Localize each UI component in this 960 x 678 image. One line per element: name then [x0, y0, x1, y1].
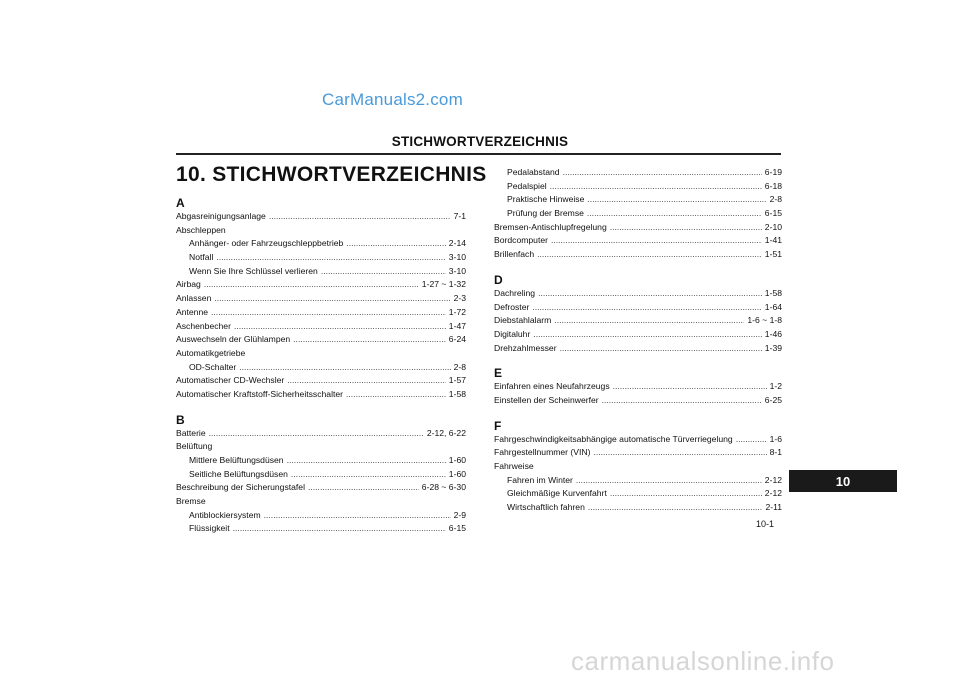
index-letter-heading: D — [494, 272, 503, 287]
index-entry-page: 6-19 — [764, 167, 782, 177]
chapter-tab[interactable]: 10 — [789, 470, 897, 492]
index-entry-term: Bremse — [176, 496, 206, 507]
leader-dots — [537, 248, 762, 262]
chapter-title: 10. STICHWORTVERZEICHNIS — [176, 163, 487, 186]
index-entry — [176, 306, 466, 320]
index-entry-page: 6-15 — [448, 523, 466, 534]
index-entry-term: Abgasreinigungsanlage — [176, 211, 266, 221]
index-entry-page: 6-18 — [764, 180, 782, 191]
index-entry — [494, 328, 782, 342]
leader-dots — [532, 301, 761, 315]
index-entry — [494, 394, 782, 408]
index-entry-page: 3-10 — [448, 252, 466, 263]
index-group-heading — [176, 347, 466, 361]
index-entry — [494, 287, 782, 301]
index-entry-term: Einstellen der Scheinwerfer — [494, 394, 599, 405]
leader-dots — [554, 314, 744, 328]
index-entry-page: 1-72 — [448, 306, 466, 317]
index-entry — [176, 292, 466, 306]
index-entry — [494, 248, 782, 262]
index-entry — [176, 251, 466, 265]
index-group-heading — [176, 495, 466, 509]
index-entry-term: Anhänger- oder Fahrzeugschleppbetrieb — [189, 238, 344, 249]
index-entry-page: 1-39 — [764, 342, 782, 353]
index-entry-page: 2-14 — [448, 238, 466, 249]
index-entry-page: 2-8 — [769, 194, 782, 205]
index-entry — [494, 221, 782, 235]
index-entry-term: OD-Schalter — [189, 361, 237, 372]
index-entry-page: 1-64 — [764, 301, 782, 312]
leader-dots — [533, 328, 761, 342]
leader-dots — [550, 180, 762, 194]
index-entry — [176, 333, 466, 347]
index-entry-page: 1-51 — [764, 249, 782, 260]
leader-dots — [551, 234, 762, 248]
index-entry — [176, 481, 466, 495]
leader-dots — [610, 487, 762, 501]
index-entry-page: 1-60 — [448, 455, 466, 465]
index-entry-term: Batterie — [176, 427, 206, 438]
index-entry — [176, 427, 466, 441]
index-entry-term: Abschleppen — [176, 224, 226, 235]
index-entry — [494, 301, 782, 315]
index-entry-page: 1-58 — [448, 388, 466, 399]
index-entry-term: Fahrgestellnummer (VIN) — [494, 447, 591, 458]
index-entry-term: Anlassen — [176, 293, 212, 304]
index-entry — [494, 501, 782, 515]
leader-dots — [287, 374, 446, 388]
index-entry-term: Digitaluhr — [494, 328, 531, 339]
index-entry — [494, 180, 782, 194]
leader-dots — [321, 265, 446, 279]
index-entry-page: 2-12, 6-22 — [426, 427, 466, 438]
leader-dots — [736, 433, 767, 447]
index-entry-page: 3-10 — [448, 265, 466, 276]
index-entry — [494, 234, 782, 248]
index-entry-term: Seitliche Belüftungsdüsen — [189, 468, 288, 479]
index-entry-term: Brillenfach — [494, 249, 535, 260]
index-entry-term: Antiblockiersystem — [189, 509, 261, 520]
index-entry-term: Flüssigkeit — [189, 523, 230, 534]
index-entry-term: Airbag — [176, 279, 201, 290]
index-entry-page: 2-9 — [453, 509, 466, 520]
index-entry-term: Antenne — [176, 306, 209, 317]
index-entry-term: Automatikgetriebe — [176, 347, 246, 358]
leader-dots — [538, 287, 762, 301]
leader-dots — [209, 427, 424, 441]
index-entry-term: Notfall — [189, 252, 214, 263]
index-entry — [494, 314, 782, 328]
watermark-top: CarManuals2.com — [322, 90, 463, 109]
index-entry-page: 2-3 — [453, 293, 466, 304]
index-group-heading — [176, 440, 466, 454]
index-entry — [176, 374, 466, 388]
index-entry — [176, 454, 466, 468]
leader-dots — [234, 320, 446, 334]
index-entry-page: 2-11 — [765, 502, 782, 513]
index-entry-term: Pedalabstand — [507, 167, 560, 177]
index-entry-term: Belüftung — [176, 441, 213, 452]
index-entry — [494, 487, 782, 501]
section-gap — [494, 355, 782, 366]
index-entry-term: Fahren im Winter — [507, 474, 573, 485]
index-entry-page: 2-12 — [764, 474, 782, 485]
index-column-left — [176, 196, 466, 536]
page-number: 10-1 — [756, 519, 775, 529]
leader-dots — [216, 251, 445, 265]
index-entry — [176, 237, 466, 251]
index-entry-term: Defroster — [494, 301, 530, 312]
index-entry-page: 1-2 — [769, 381, 782, 392]
index-entry-term: Bordcomputer — [494, 235, 548, 246]
index-group-heading — [176, 224, 466, 238]
index-entry-term: Bremsen-Antischlupfregelung — [494, 221, 607, 232]
leader-dots — [346, 388, 446, 402]
leader-dots — [610, 221, 762, 235]
leader-dots — [587, 207, 762, 221]
index-entry-term: Diebstahlalarm — [494, 315, 552, 326]
index-entry — [494, 433, 782, 447]
section-gap — [494, 262, 782, 273]
index-letter-heading: F — [494, 418, 502, 433]
index-entry-term: Aschenbecher — [176, 320, 231, 331]
index-entry-page: 2-12 — [764, 488, 782, 499]
leader-dots — [204, 278, 419, 292]
index-letter-heading: E — [494, 366, 503, 381]
header-rule — [176, 153, 781, 155]
index-entry — [176, 388, 466, 402]
index-entry — [176, 522, 466, 536]
leader-dots — [613, 380, 767, 394]
leader-dots — [563, 166, 762, 180]
leader-dots — [239, 361, 450, 375]
leader-dots — [593, 446, 766, 460]
index-entry — [494, 446, 782, 460]
index-entry-term: Automatischer Kraftstoff-Sicherheitsschalter — [176, 388, 344, 399]
index-entry-page: 1-6 ~ 1-8 — [747, 315, 782, 326]
index-entry — [176, 265, 466, 279]
index-entry — [494, 474, 782, 488]
index-entry-term: Dachreling — [494, 287, 536, 298]
leader-dots — [291, 468, 446, 482]
index-entry — [494, 193, 782, 207]
index-entry-page: 6-15 — [764, 208, 782, 219]
leader-dots — [293, 333, 446, 347]
index-entry — [176, 320, 466, 334]
index-entry-page: 6-28 ~ 6-30 — [421, 482, 466, 493]
index-entry — [176, 468, 466, 482]
index-entry-page: 1-6 — [769, 433, 782, 444]
index-entry-page: 1-47 — [448, 320, 466, 331]
leader-dots — [308, 481, 419, 495]
header-title: STICHWORTVERZEICHNIS — [391, 134, 569, 149]
index-entry — [494, 207, 782, 221]
index-entry — [176, 361, 466, 375]
index-entry — [494, 380, 782, 394]
index-entry-term: Praktische Hinweise — [507, 194, 585, 205]
index-entry-term: Prüfung der Bremse — [507, 208, 584, 219]
index-entry-term: Mittlere Belüftungsdüsen — [189, 455, 284, 465]
index-entry — [176, 509, 466, 523]
index-letter-heading: A — [176, 196, 185, 210]
index-entry-term: Fahrgeschwindigkeitsabhängige automatische Türverriegelung — [494, 433, 733, 444]
leader-dots — [576, 474, 762, 488]
section-gap — [176, 402, 466, 413]
section-gap — [494, 408, 782, 419]
index-entry — [176, 210, 466, 224]
index-entry-term: Fahrweise — [494, 461, 534, 471]
watermark-bottom: carmanualsonline.info — [571, 646, 835, 676]
index-entry-page: 1-46 — [764, 328, 782, 339]
index-entry-page: 1-57 — [448, 375, 466, 386]
index-entry-page: 1-27 ~ 1-32 — [421, 279, 466, 290]
leader-dots — [560, 342, 762, 356]
leader-dots — [587, 193, 766, 207]
index-entry-term: Drehzahlmesser — [494, 342, 557, 353]
index-entry — [494, 166, 782, 180]
index-entry — [176, 278, 466, 292]
index-entry-term: Automatischer CD-Wechsler — [176, 375, 285, 386]
index-entry-page: 1-58 — [764, 287, 782, 298]
index-entry-term: Wenn Sie Ihre Schlüssel verlieren — [189, 265, 318, 276]
index-entry-page: 2-10 — [764, 221, 782, 232]
index-group-heading — [494, 460, 782, 474]
index-entry-page: 7-1 — [453, 211, 466, 221]
index-entry-page: 1-41 — [764, 235, 782, 246]
leader-dots — [264, 509, 451, 523]
index-entry-page: 2-8 — [453, 361, 466, 372]
index-entry-term: Gleichmäßige Kurvenfahrt — [507, 488, 607, 499]
leader-dots — [214, 292, 450, 306]
index-entry-term: Einfahren eines Neufahrzeugs — [494, 381, 610, 392]
leader-dots — [287, 454, 446, 468]
leader-dots — [602, 394, 762, 408]
leader-dots — [346, 237, 445, 251]
leader-dots — [269, 210, 451, 224]
leader-dots — [233, 522, 446, 536]
index-column-right — [494, 166, 782, 515]
index-entry-term: Pedalspiel — [507, 180, 547, 191]
index-entry-term: Wirtschaftlich fahren — [507, 502, 585, 513]
index-entry-page: 6-25 — [764, 394, 782, 405]
index-entry-page: 1-60 — [448, 468, 466, 479]
index-letter-heading: B — [176, 412, 185, 427]
index-entry-term: Auswechseln der Glühlampen — [176, 334, 291, 345]
index-entry — [494, 342, 782, 356]
index-entry-term: Beschreibung der Sicherungstafel — [176, 482, 305, 493]
index-entry-page: 6-24 — [448, 334, 466, 345]
leader-dots — [211, 306, 446, 320]
leader-dots — [588, 501, 763, 515]
index-entry-page: 8-1 — [769, 447, 782, 458]
